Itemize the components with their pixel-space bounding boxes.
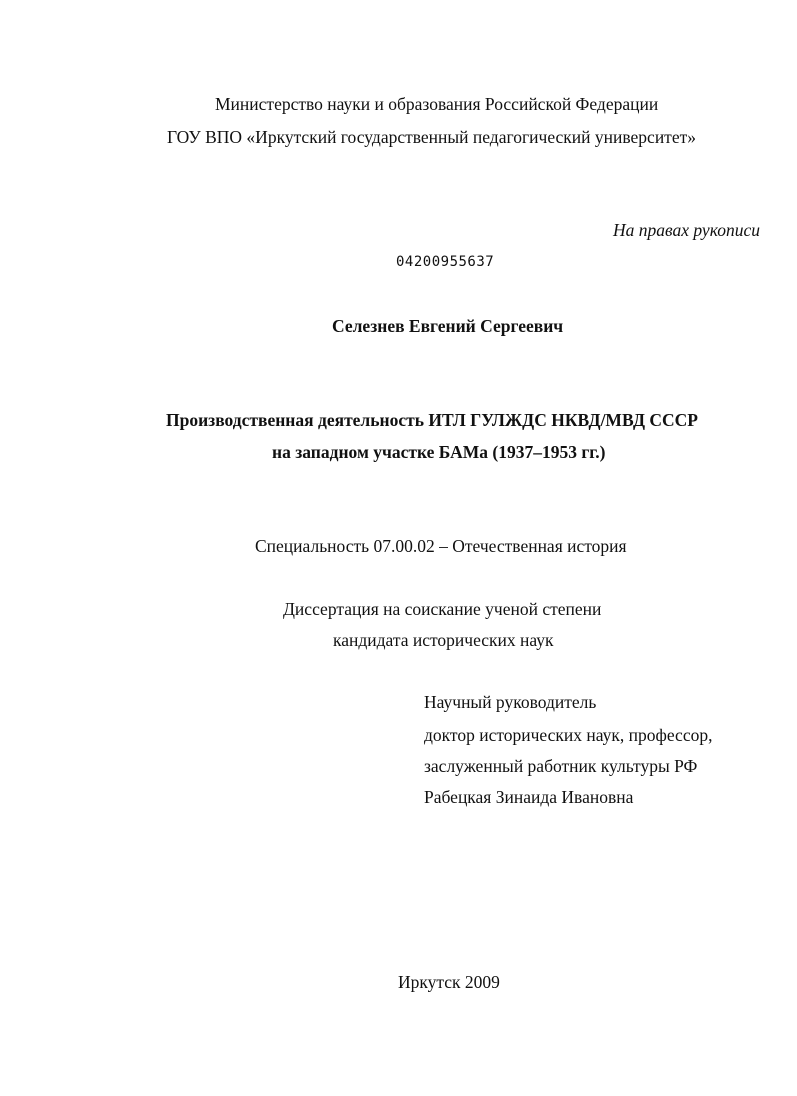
manuscript-rights-note: На правах рукописи <box>613 220 760 240</box>
advisor-role: Научный руководитель <box>424 692 597 712</box>
dissertation-degree-line-1: Диссертация на соискание ученой степени <box>283 599 602 619</box>
city-year: Иркутск 2009 <box>398 972 500 992</box>
thesis-title-line-2: на западном участке БАМа (1937–1953 гг.) <box>272 442 606 462</box>
ministry-name: Министерство науки и образования Российской Федерации <box>215 94 659 114</box>
university-name: ГОУ ВПО «Иркутский государственный педагогический университет» <box>167 127 696 147</box>
registration-code: 04200955637 <box>396 254 495 270</box>
thesis-title-line-1: Производственная деятельность ИТЛ ГУЛЖДС НКВД/МВД СССР <box>166 410 698 430</box>
advisor-degree: доктор исторических наук, профессор, <box>424 725 713 745</box>
author-name: Селезнев Евгений Сергеевич <box>332 316 564 336</box>
dissertation-degree-line-2: кандидата исторических наук <box>333 630 554 650</box>
advisor-name: Рабецкая Зинаида Ивановна <box>424 787 634 807</box>
advisor-honor: заслуженный работник культуры РФ <box>424 756 698 776</box>
specialty: Специальность 07.00.02 – Отечественная история <box>255 536 627 556</box>
